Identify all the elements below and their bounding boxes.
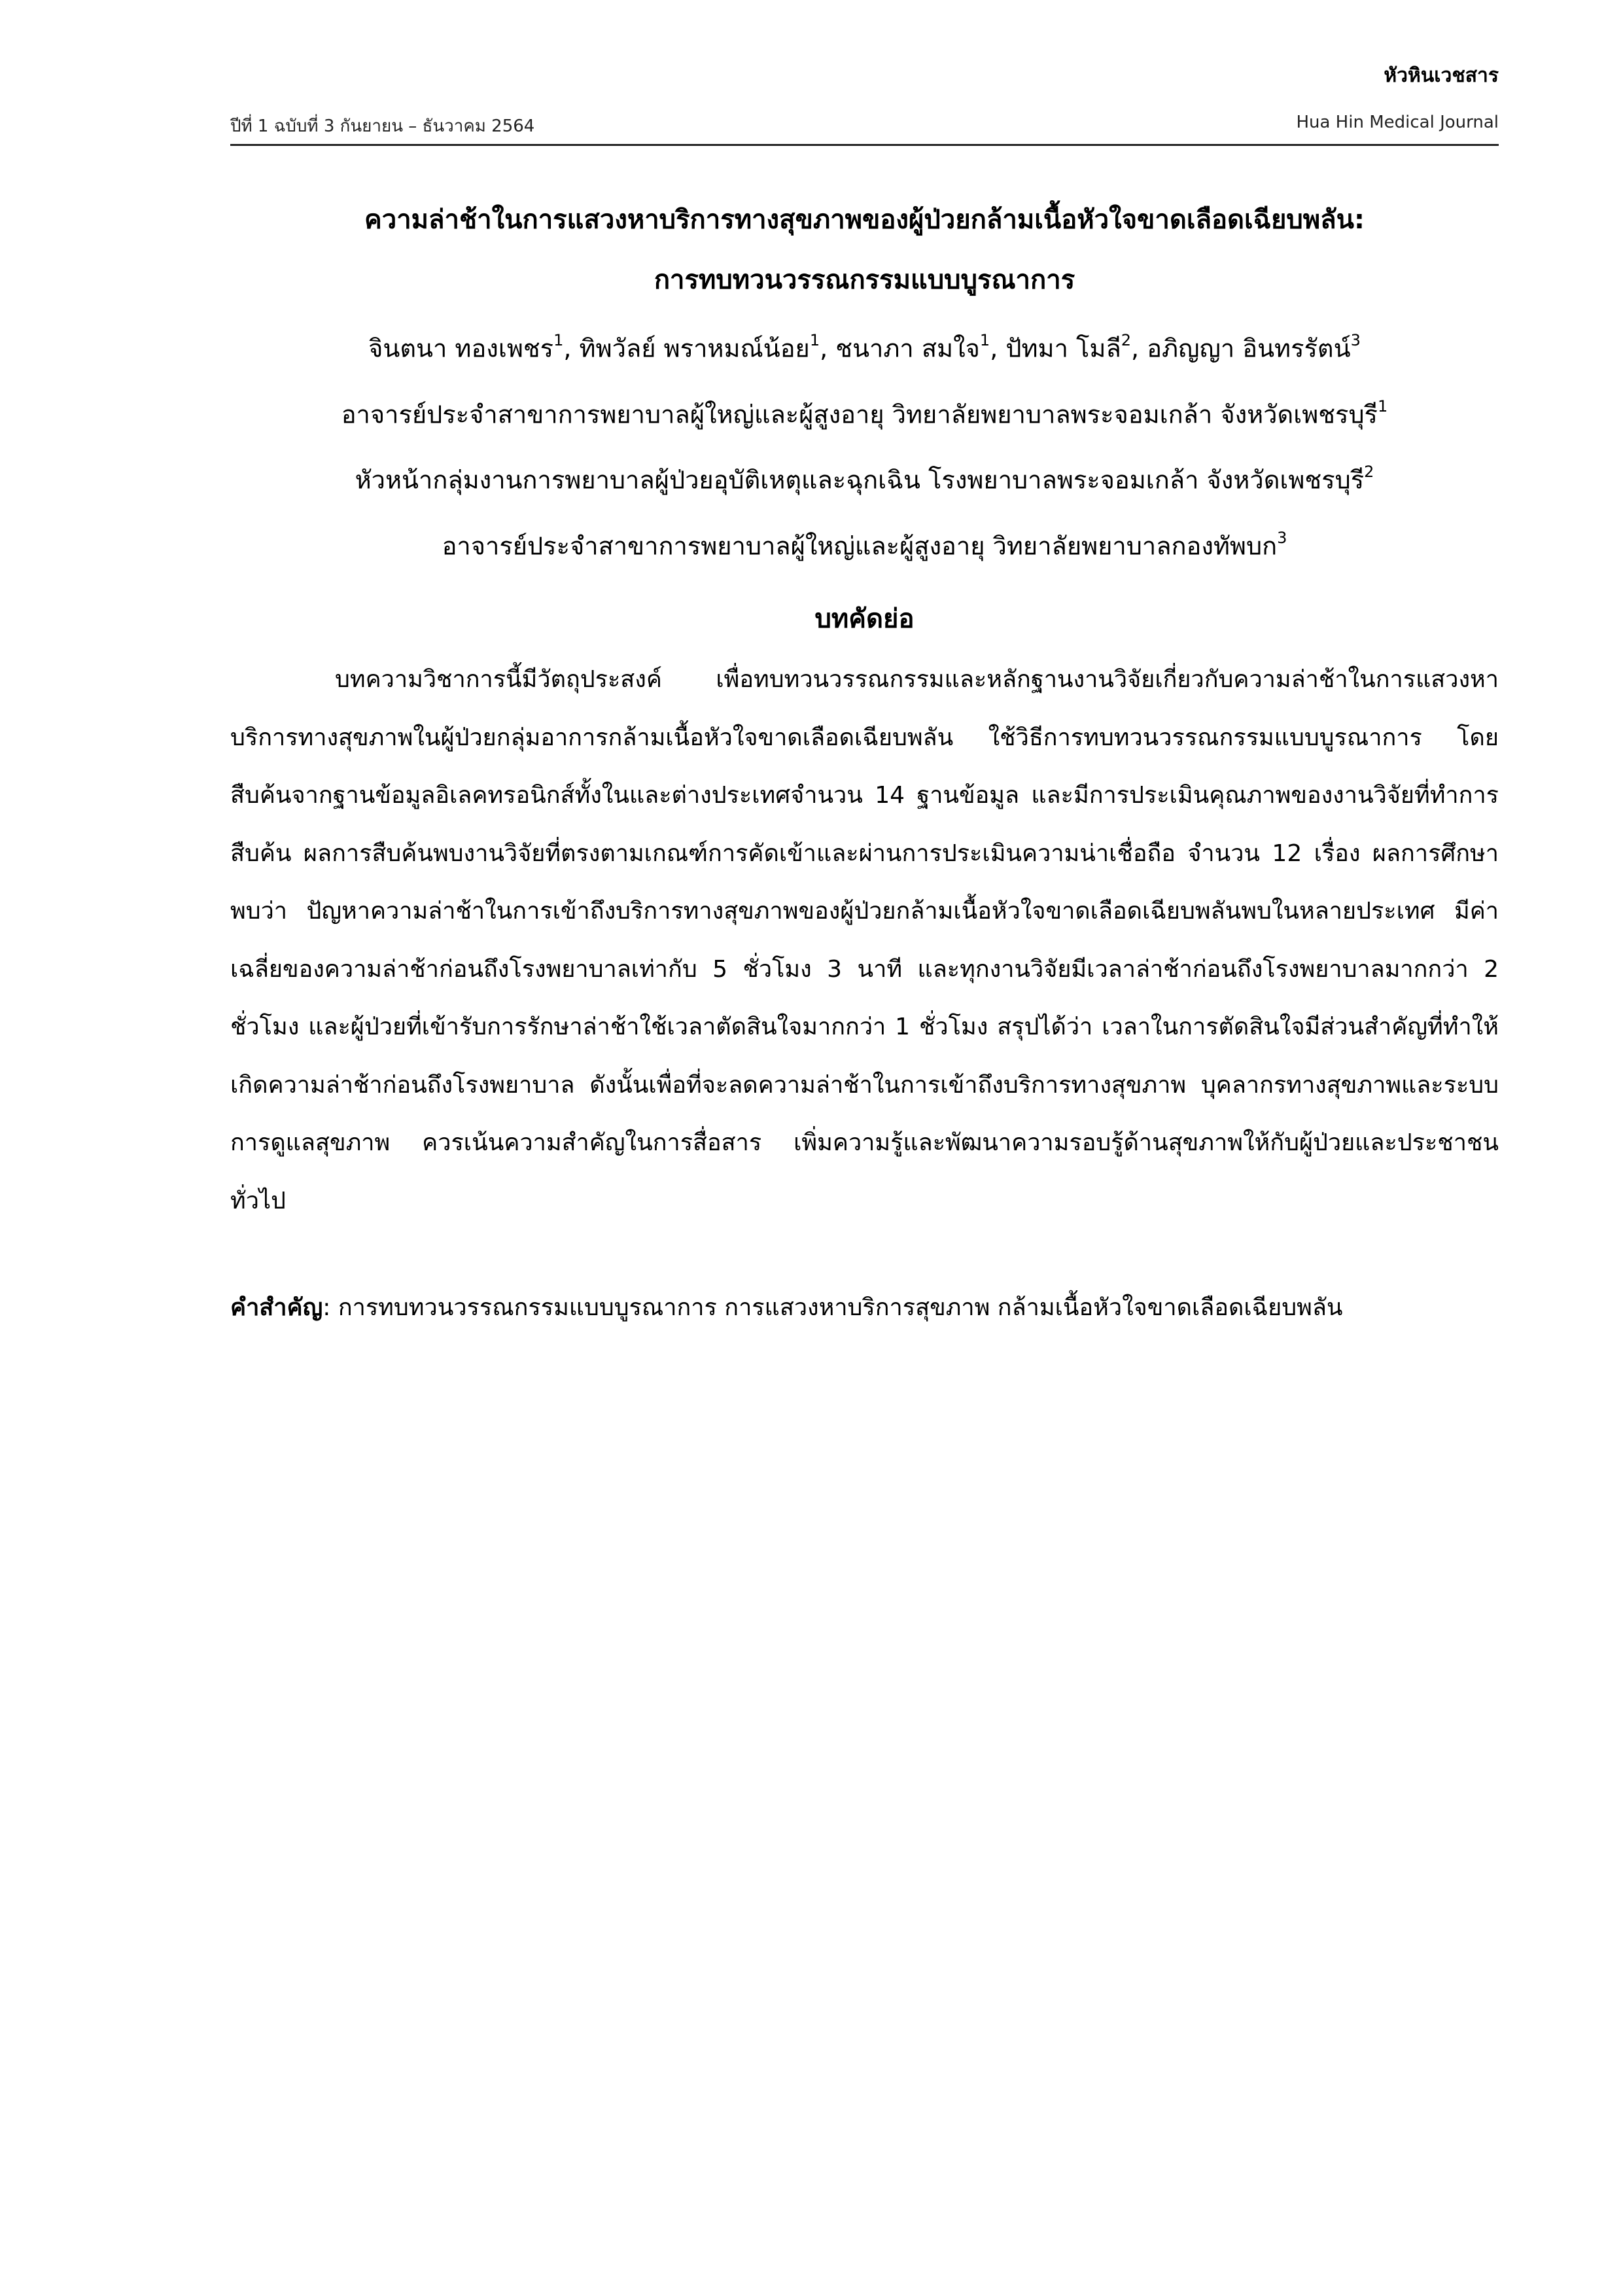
affiliation-mark: 1 <box>1377 397 1388 415</box>
author-separator: , <box>820 334 836 363</box>
author-separator: , <box>990 334 1006 363</box>
affiliation-text: อาจารย์ประจำสาขาการพยาบาลผู้ใหญ่และผู้สูงอายุ วิทยาลัยพยาบาลพระจอมเกล้า จังหวัดเพชรบุรี <box>341 400 1378 429</box>
abstract-paragraph: บทความวิชาการนี้มีวัตถุประสงค์ เพื่อทบทวนวรรณกรรมและหลักฐานงานวิจัยเกี่ยวกับความล่าช้าในการแสวงหาบริการทางสุขภาพในผู้ป่วยกลุ่มอาการกล้ามเนื้อหัวใจขาดเลือดเฉียบพลัน ใช้วิธีการทบทวนวรรณกรรมแบบบูรณาการ โดยสืบค้นจากฐานข้อมูลอิเลคทรอนิกส์ทั้งในและต่างประเทศจำนวน 14 ฐานข้อมูล และมีการประเมินคุณภาพของงานวิจัยที่ทำการสืบค้น ผลการสืบค้นพบงานวิจัยที่ตรงตามเกณฑ์การคัดเข้าและผ่านการประเมินความน่าเชื่อถือ จำนวน 12 เรื่อง ผลการศึกษาพบว่า ปัญหาความล่าช้าในการเข้าถึงบริการทางสุขภาพของผู้ป่วยกล้ามเนื้อหัวใจขาดเลือดเฉียบพลันพบในหลายประเทศ มีค่าเฉลี่ยของความล่าช้าก่อนถึงโรงพยาบาลเท่ากับ 5 ชั่วโมง 3 นาที และทุกงานวิจัยมีเวลาล่าช้าก่อนถึงโรงพยาบาลมากกว่า 2 ชั่วโมง และผู้ป่วยที่เข้ารับการรักษาล่าช้าใช้เวลาตัดสินใจมากกว่า 1 ชั่วโมง สรุปได้ว่า เวลาในการตัดสินใจมีส่วนสำคัญที่ทำให้เกิดความล่าช้าก่อนถึงโรงพยาบาล ดังนั้นเพื่อที่จะลดความล่าช้าในการเข้าถึงบริการทางสุขภาพ บุคลากรทางสุขภาพและระบบการดูแลสุขภาพ ควรเน้นความสำคัญในการสื่อสาร เพิ่มความรู้และพัฒนาความรอบรู้ด้านสุขภาพให้กับผู้ป่วยและประชาชนทั่วไป <box>230 666 1499 1214</box>
keywords-label: คำสำคัญ <box>230 1294 323 1321</box>
running-header <box>230 113 1499 139</box>
affiliation-text: อาจารย์ประจำสาขาการพยาบาลผู้ใหญ่และผู้สูงอายุ วิทยาลัยพยาบาลกองทัพบก <box>442 531 1278 561</box>
affiliation-text: หัวหน้ากลุ่มงานการพยาบาลผู้ป่วยอุบัติเหตุและฉุกเฉิน โรงพยาบาลพระจอมเกล้า จังหวัดเพชรบุรี <box>355 465 1365 495</box>
keywords-colon: : <box>323 1294 338 1321</box>
affiliation-1 <box>230 379 1499 445</box>
author-separator: , <box>563 334 580 363</box>
author-name: ทิพวัลย์ พราหมณ์น้อย <box>579 334 810 363</box>
abstract-heading: บทคัดย่อ <box>814 604 915 634</box>
author-name: ปัทมา โมลี <box>1005 334 1121 363</box>
journal-name-thai: หัวหินเวชสาร <box>1384 64 1499 87</box>
issue-info: ปีที่ 1 ฉบับที่ 3 กันยายน – ธันวาคม 2564 <box>230 116 535 136</box>
author-name: จินตนา ทองเพชร <box>368 334 554 363</box>
author-affiliation-mark: 1 <box>553 331 564 349</box>
author-separator: , <box>1131 334 1147 363</box>
author-affiliation-mark: 1 <box>979 331 990 349</box>
affiliation-2 <box>230 444 1499 510</box>
affiliation-mark: 2 <box>1364 463 1374 482</box>
article-title-line-1: ความล่าช้าในการแสวงหาบริการทางสุขภาพของผู้ป่วยกล้ามเนื้อหัวใจขาดเลือดเฉียบพลัน: <box>364 205 1365 235</box>
affiliation-3 <box>230 510 1499 576</box>
affiliation-mark: 3 <box>1277 528 1287 547</box>
author-name: อภิญญา อินทรรัตน์ <box>1147 334 1351 363</box>
keywords-text: การทบทวนวรรณกรรมแบบบูรณาการ การแสวงหาบริการสุขภาพ กล้ามเนื้อหัวใจขาดเลือดเฉียบพลัน <box>338 1294 1343 1321</box>
author-name: ชนาภา สมใจ <box>835 334 980 363</box>
author-affiliation-mark: 2 <box>1121 331 1132 349</box>
title-block <box>230 190 1499 576</box>
author-affiliation-mark: 1 <box>809 331 820 349</box>
abstract-body <box>230 651 1499 1230</box>
header-divider <box>230 144 1499 146</box>
author-affiliation-mark: 3 <box>1350 331 1361 349</box>
keywords-line <box>230 1279 1499 1337</box>
author-list <box>230 313 1499 379</box>
journal-name-english: Hua Hin Medical Journal <box>1296 113 1499 132</box>
article-title-line-2: การทบทวนวรรณกรรมแบบบูรณาการ <box>654 265 1075 295</box>
